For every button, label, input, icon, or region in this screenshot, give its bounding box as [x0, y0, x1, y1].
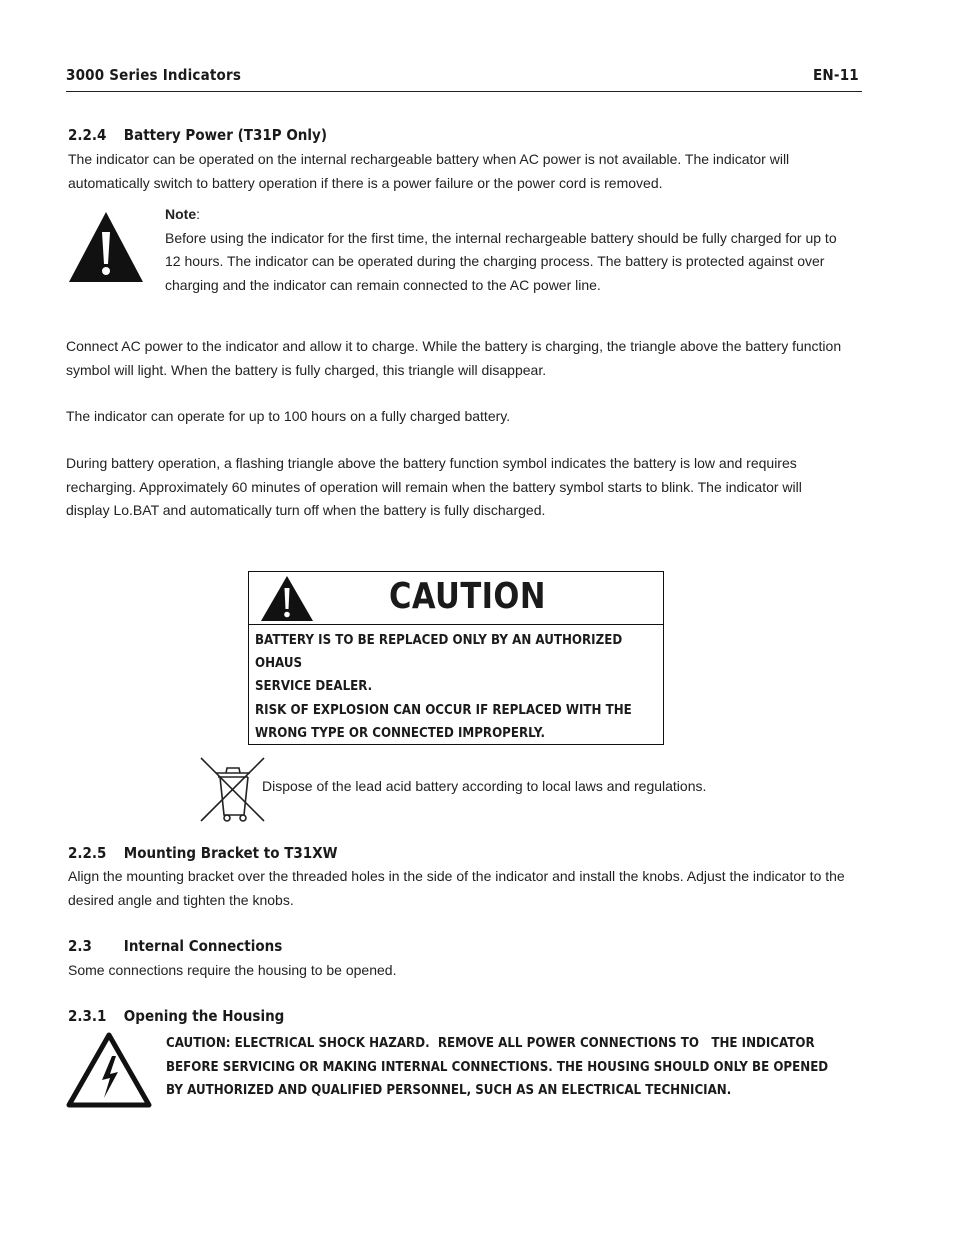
text-line: The indicator can be operated on the internal rechargeable battery when AC power is not available. The indicator will — [68, 151, 790, 167]
runtime-paragraph — [66, 405, 510, 429]
section-title: Mounting Bracket to T31XW — [123, 844, 338, 862]
section-number: 2.3.1 — [68, 1007, 107, 1025]
low-battery-paragraph — [66, 452, 802, 523]
text-line: RISK OF EXPLOSION CAN OCCUR IF REPLACED WITH THE — [255, 702, 632, 718]
section-number: 2.2.5 — [68, 844, 107, 862]
section-number: 2.2.4 — [68, 126, 107, 144]
header-rule — [66, 91, 862, 92]
electrical-hazard-icon — [66, 1032, 152, 1108]
mounting-paragraph — [68, 865, 845, 912]
text-line: automatically switch to battery operation if there is a power failure or the power cord is removed. — [68, 174, 663, 191]
section-title: Opening the Housing — [123, 1007, 285, 1025]
text-line: CAUTION: ELECTRICAL SHOCK HAZARD. REMOVE ALL POWER CONNECTIONS TO THE INDICATOR — [166, 1035, 815, 1051]
note-colon: : — [196, 206, 201, 222]
note-block — [165, 203, 837, 297]
section-title: Battery Power (T31P Only) — [123, 126, 328, 144]
text-line: symbol will light. When the battery is fully charged, this triangle will disappear. — [66, 361, 547, 378]
text-line: 12 hours. The indicator can be operated during the charging process. The battery is protected against over — [165, 253, 825, 269]
text-line: During battery operation, a flashing triangle above the battery function symbol indicates the battery is low and requires — [66, 455, 797, 471]
section-title: Internal Connections — [123, 937, 283, 955]
note-label: Note — [165, 206, 197, 222]
text-line: Before using the indicator for the first time, the internal rechargeable battery should be fully charged for up to — [165, 229, 837, 246]
text-line: Connect AC power to the indicator and allow it to charge. While the battery is charging, the triangle above the battery function — [66, 338, 842, 354]
text-line: charging and the indicator can remain connected to the AC power line. — [165, 276, 601, 293]
warning-triangle-icon — [67, 210, 145, 284]
caution-text-2 — [255, 699, 669, 745]
dispose-text — [262, 775, 706, 799]
crossed-out-wheelie-bin-icon — [198, 755, 268, 825]
text-line: desired angle and tighten the knobs. — [68, 891, 294, 908]
caution-text-1 — [255, 629, 669, 698]
text-line: WRONG TYPE OR CONNECTED IMPROPERLY. — [255, 725, 546, 741]
text-line: display Lo.BAT and automatically turn off when the battery is fully discharged. — [66, 502, 546, 518]
caution-box — [248, 571, 664, 745]
section-heading-2-2-4 — [68, 126, 327, 144]
battery-intro-paragraph — [68, 148, 789, 195]
running-header-title: 3000 Series Indicators — [66, 66, 242, 84]
text-line: SERVICE DEALER. — [255, 678, 373, 694]
text-line: BY AUTHORIZED AND QUALIFIED PERSONNEL, SUCH AS AN ELECTRICAL TECHNICIAN. — [166, 1082, 732, 1098]
section-number: 2.3 — [68, 937, 92, 955]
section-heading-2-3-1 — [68, 1007, 284, 1025]
charging-paragraph — [66, 335, 841, 382]
warning-triangle-icon — [259, 575, 315, 622]
text-line: The indicator can operate for up to 100 hours on a fully charged battery. — [66, 408, 511, 424]
text-line: recharging. Approximately 60 minutes of operation will remain when the battery symbol starts to blink. The indicator will — [66, 478, 802, 495]
shock-warning-text — [166, 1032, 835, 1103]
section-heading-2-3 — [68, 937, 282, 955]
text-line: Some connections require the housing to be opened. — [68, 962, 397, 978]
text-line: BEFORE SERVICING OR MAKING INTERNAL CONNECTIONS. THE HOUSING SHOULD ONLY BE OPENED — [166, 1058, 829, 1075]
section-heading-2-2-5 — [68, 844, 337, 862]
page-number: EN-11 — [813, 66, 859, 84]
text-line: BATTERY IS TO BE REPLACED ONLY BY AN AUTHORIZED OHAUS — [255, 632, 623, 671]
caution-header — [249, 572, 663, 625]
text-line: Dispose of the lead acid battery according to local laws and regulations. — [262, 778, 707, 794]
connections-paragraph — [68, 959, 396, 983]
caution-title: CAUTION — [389, 576, 546, 617]
text-line: Align the mounting bracket over the threaded holes in the side of the indicator and install the knobs. Adjust the indicator to the — [68, 868, 845, 884]
